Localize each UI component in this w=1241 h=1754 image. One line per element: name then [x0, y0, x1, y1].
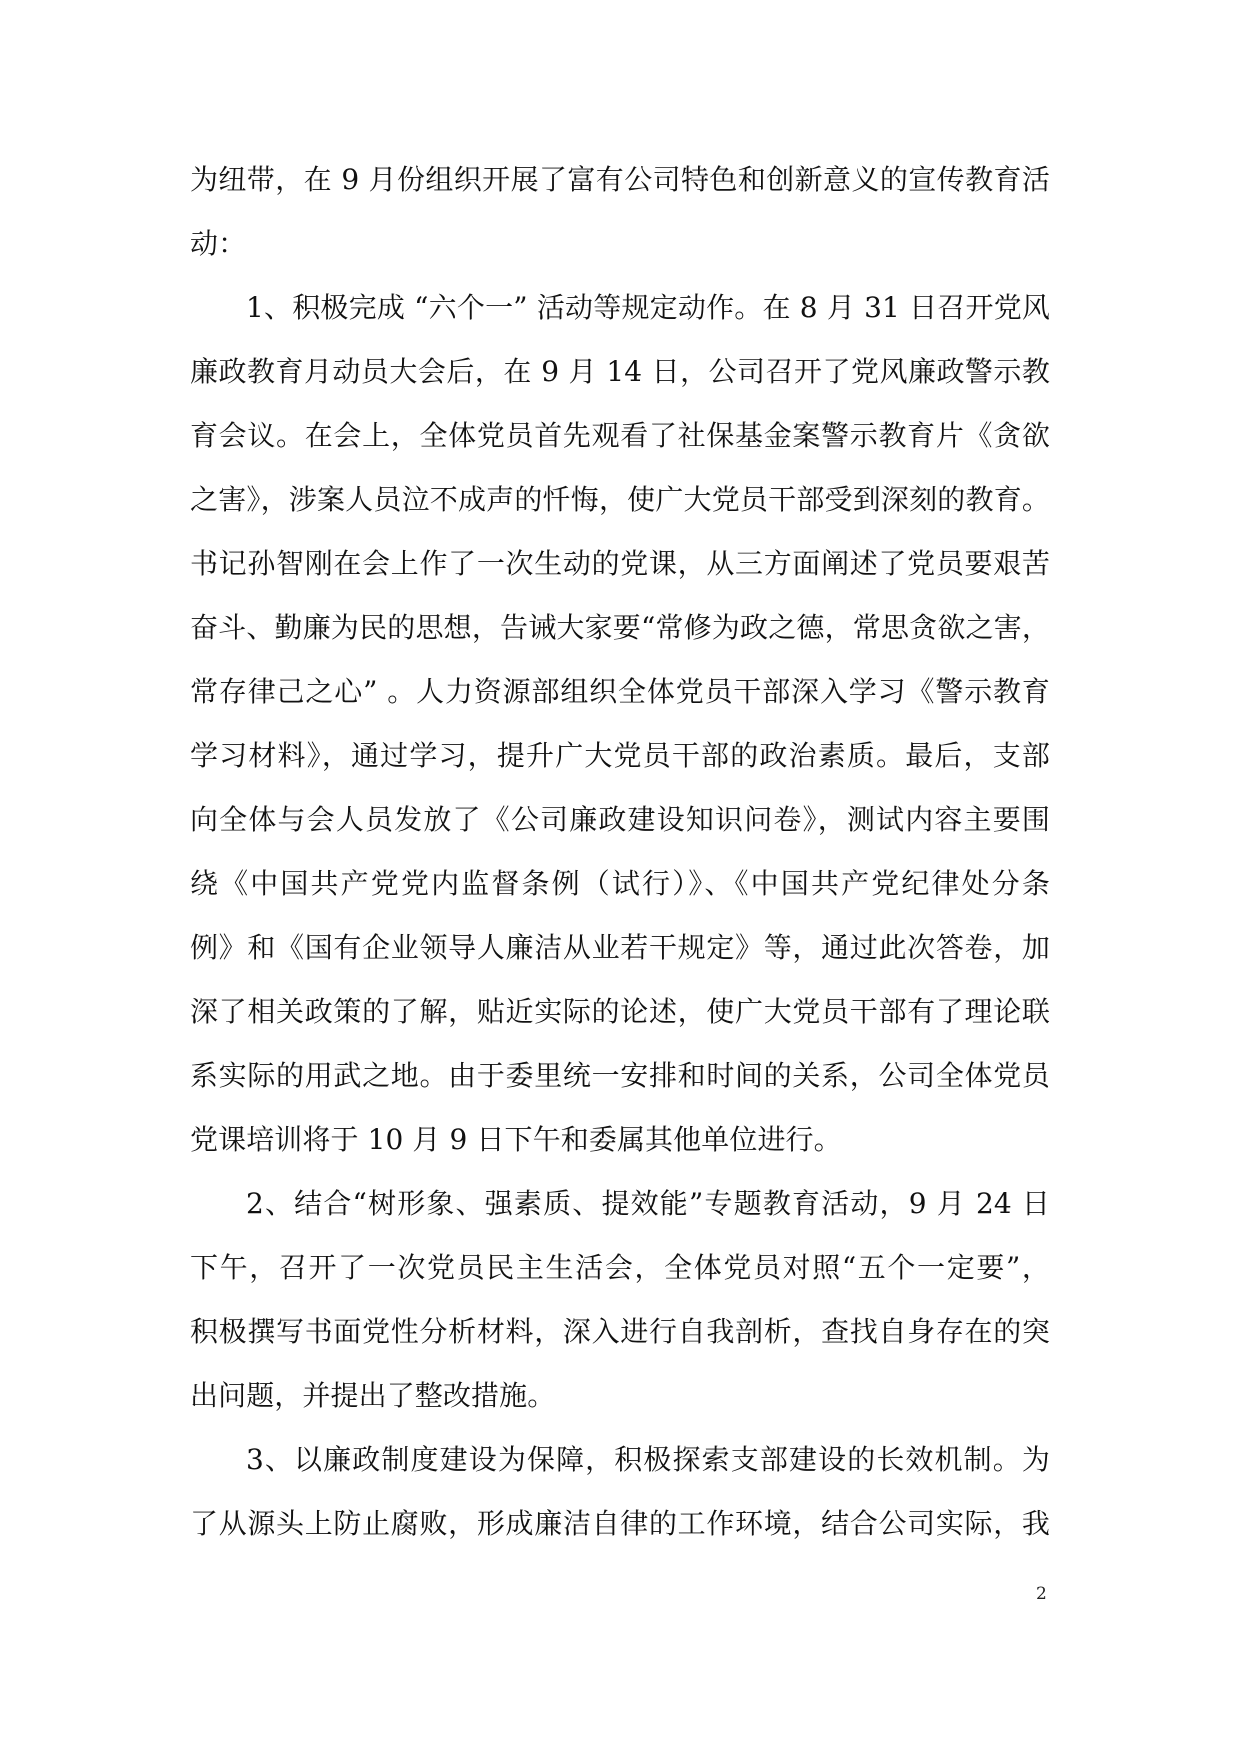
text-line: 动： [190, 227, 247, 260]
text-line: 为纽带，在 9 月份组织开展了富有公司特色和创新意义的宣传教育活 [190, 163, 1050, 196]
text-line: 积极撰写书面党性分析材料，深入进行自我剖析，查找自身存在的突 [190, 1315, 1050, 1348]
text-line: 1、积极完成 “六个一” 活动等规定动作。在 8 月 31 日召开党风 [246, 291, 1050, 324]
text-line: 育会议。在会上，全体党员首先观看了社保基金案警示教育片《贪欲 [190, 419, 1050, 452]
text-line: 出问题，并提出了整改措施。 [190, 1379, 556, 1412]
text-line: 奋斗、勤廉为民的思想，告诫大家要“常修为政之德，常思贪欲之害， [190, 611, 1050, 644]
text-line: 深了相关政策的了解，贴近实际的论述，使广大党员干部有了理论联 [190, 995, 1050, 1028]
text-line: 下午，召开了一次党员民主生活会，全体党员对照“五个一定要”， [190, 1251, 1050, 1284]
text-line: 向全体与会人员发放了《公司廉政建设知识问卷》，测试内容主要围 [190, 803, 1050, 836]
text-line: 党课培训将于 10 月 9 日下午和委属其他单位进行。 [190, 1123, 842, 1156]
text-line: 了从源头上防止腐败，形成廉洁自律的工作环境，结合公司实际，我 [190, 1507, 1050, 1540]
text-line: 绕《中国共产党党内监督条例（试行）》、《中国共产党纪律处分条 [190, 867, 1050, 900]
text-line: 系实际的用武之地。由于委里统一安排和时间的关系，公司全体党员 [190, 1059, 1050, 1092]
document-body [190, 148, 1050, 1556]
text-line: 2、结合“树形象、强素质、提效能”专题教育活动，9 月 24 日 [246, 1187, 1050, 1220]
text-line: 常存律己之心” 。人力资源部组织全体党员干部深入学习《警示教育 [190, 675, 1050, 708]
text-line: 例》和《国有企业领导人廉洁从业若干规定》等，通过此次答卷，加 [190, 931, 1050, 964]
page-number: 2 [1036, 1584, 1047, 1604]
text-line: 廉政教育月动员大会后，在 9 月 14 日，公司召开了党风廉政警示教 [190, 355, 1050, 388]
text-line: 学习材料》，通过学习，提升广大党员干部的政治素质。最后，支部 [190, 739, 1050, 772]
text-line: 书记孙智刚在会上作了一次生动的党课，从三方面阐述了党员要艰苦 [190, 547, 1050, 580]
text-line: 3、以廉政制度建设为保障，积极探索支部建设的长效机制。为 [246, 1443, 1050, 1476]
text-line: 之害》，涉案人员泣不成声的忏悔，使广大党员干部受到深刻的教育。 [190, 483, 1050, 516]
